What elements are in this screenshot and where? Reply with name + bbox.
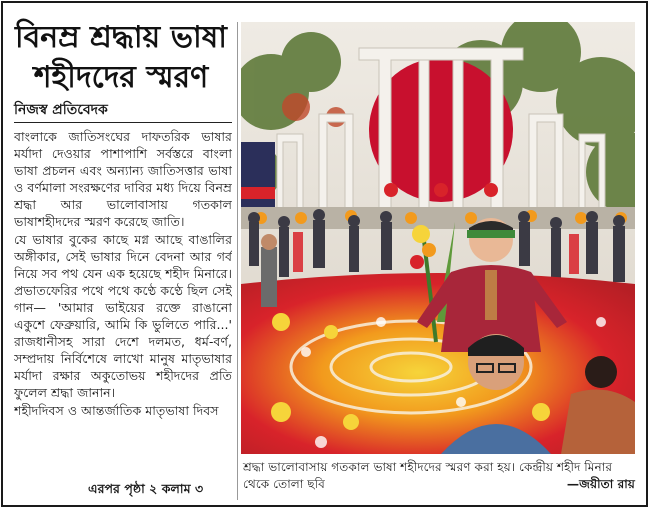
paragraph-1: বাংলাকে জাতিসংঘের দাফতরিক ভাষার মর্যাদা দেওয়ার পাশাপাশি সর্বস্তরে বাংলা ভাষা প্রচলন এবং অন্যান্য জাতিসত্তার ভাষা ও বর্ণমালা সংরক্ষণের দাবির মধ্য দিয়ে বিনম্র শ্রদ্ধা আর ভালোবাসায় গতকাল ভাষাশহীদদের স্মরণ করেছে জাতি। xyxy=(14,129,232,230)
paragraph-3: শহীদদিবস ও আন্তর্জাতিক মাতৃভাষা দিবস xyxy=(14,402,219,418)
photo-credit: —জয়ীতা রায় xyxy=(566,477,635,491)
headline-line-2: শহীদদের স্মরণ xyxy=(33,60,209,95)
photo-caption: শ্রদ্ধা ভালোবাসায় গতকাল ভাষা শহীদদের স্মরণ করা হয়। কেন্দ্রীয় শহীদ মিনার থেকে তোলা ছবি xyxy=(243,460,613,491)
headline-line-1: বিনম্র শ্রদ্ধায় ভাষা xyxy=(15,20,227,55)
paragraph-2: যে ভাষার বুকের কাছে মগ্ন আছে বাঙালির অঙ্গীকার, সেই ভাষার দিনে বেদনা আর গর্ব নিয়ে সব পথ যেন এক হয়েছে শহীদ মিনারে। প্রভাতফেরির পথে পথে কণ্ঠে কণ্ঠে ছিল সেই গান— 'আমার ভাইয়ের রক্তে রাঙানো একুশে ফেব্রুয়ারি, আমি কি ভুলিতে পারি...' রাজধানীসহ সারা দেশে দলমত, ধর্ম-বর্ণ, সম্প্রদায় নির্বিশেষে লাখো মানুষ মাতৃভাষার মর্যাদা রক্ষার অকুতোভয় শহীদদের প্রতি ফুলেল শ্রদ্ধা জানান। xyxy=(14,231,232,401)
column-divider xyxy=(237,22,238,500)
headline xyxy=(10,18,232,98)
article-body xyxy=(14,128,232,500)
continuation-jump: এরপর পৃষ্ঠা ২ কলাম ৩ xyxy=(88,481,204,496)
shaheed-minar-photo xyxy=(241,22,635,454)
byline: নিজস্ব প্রতিবেদক xyxy=(14,101,232,123)
